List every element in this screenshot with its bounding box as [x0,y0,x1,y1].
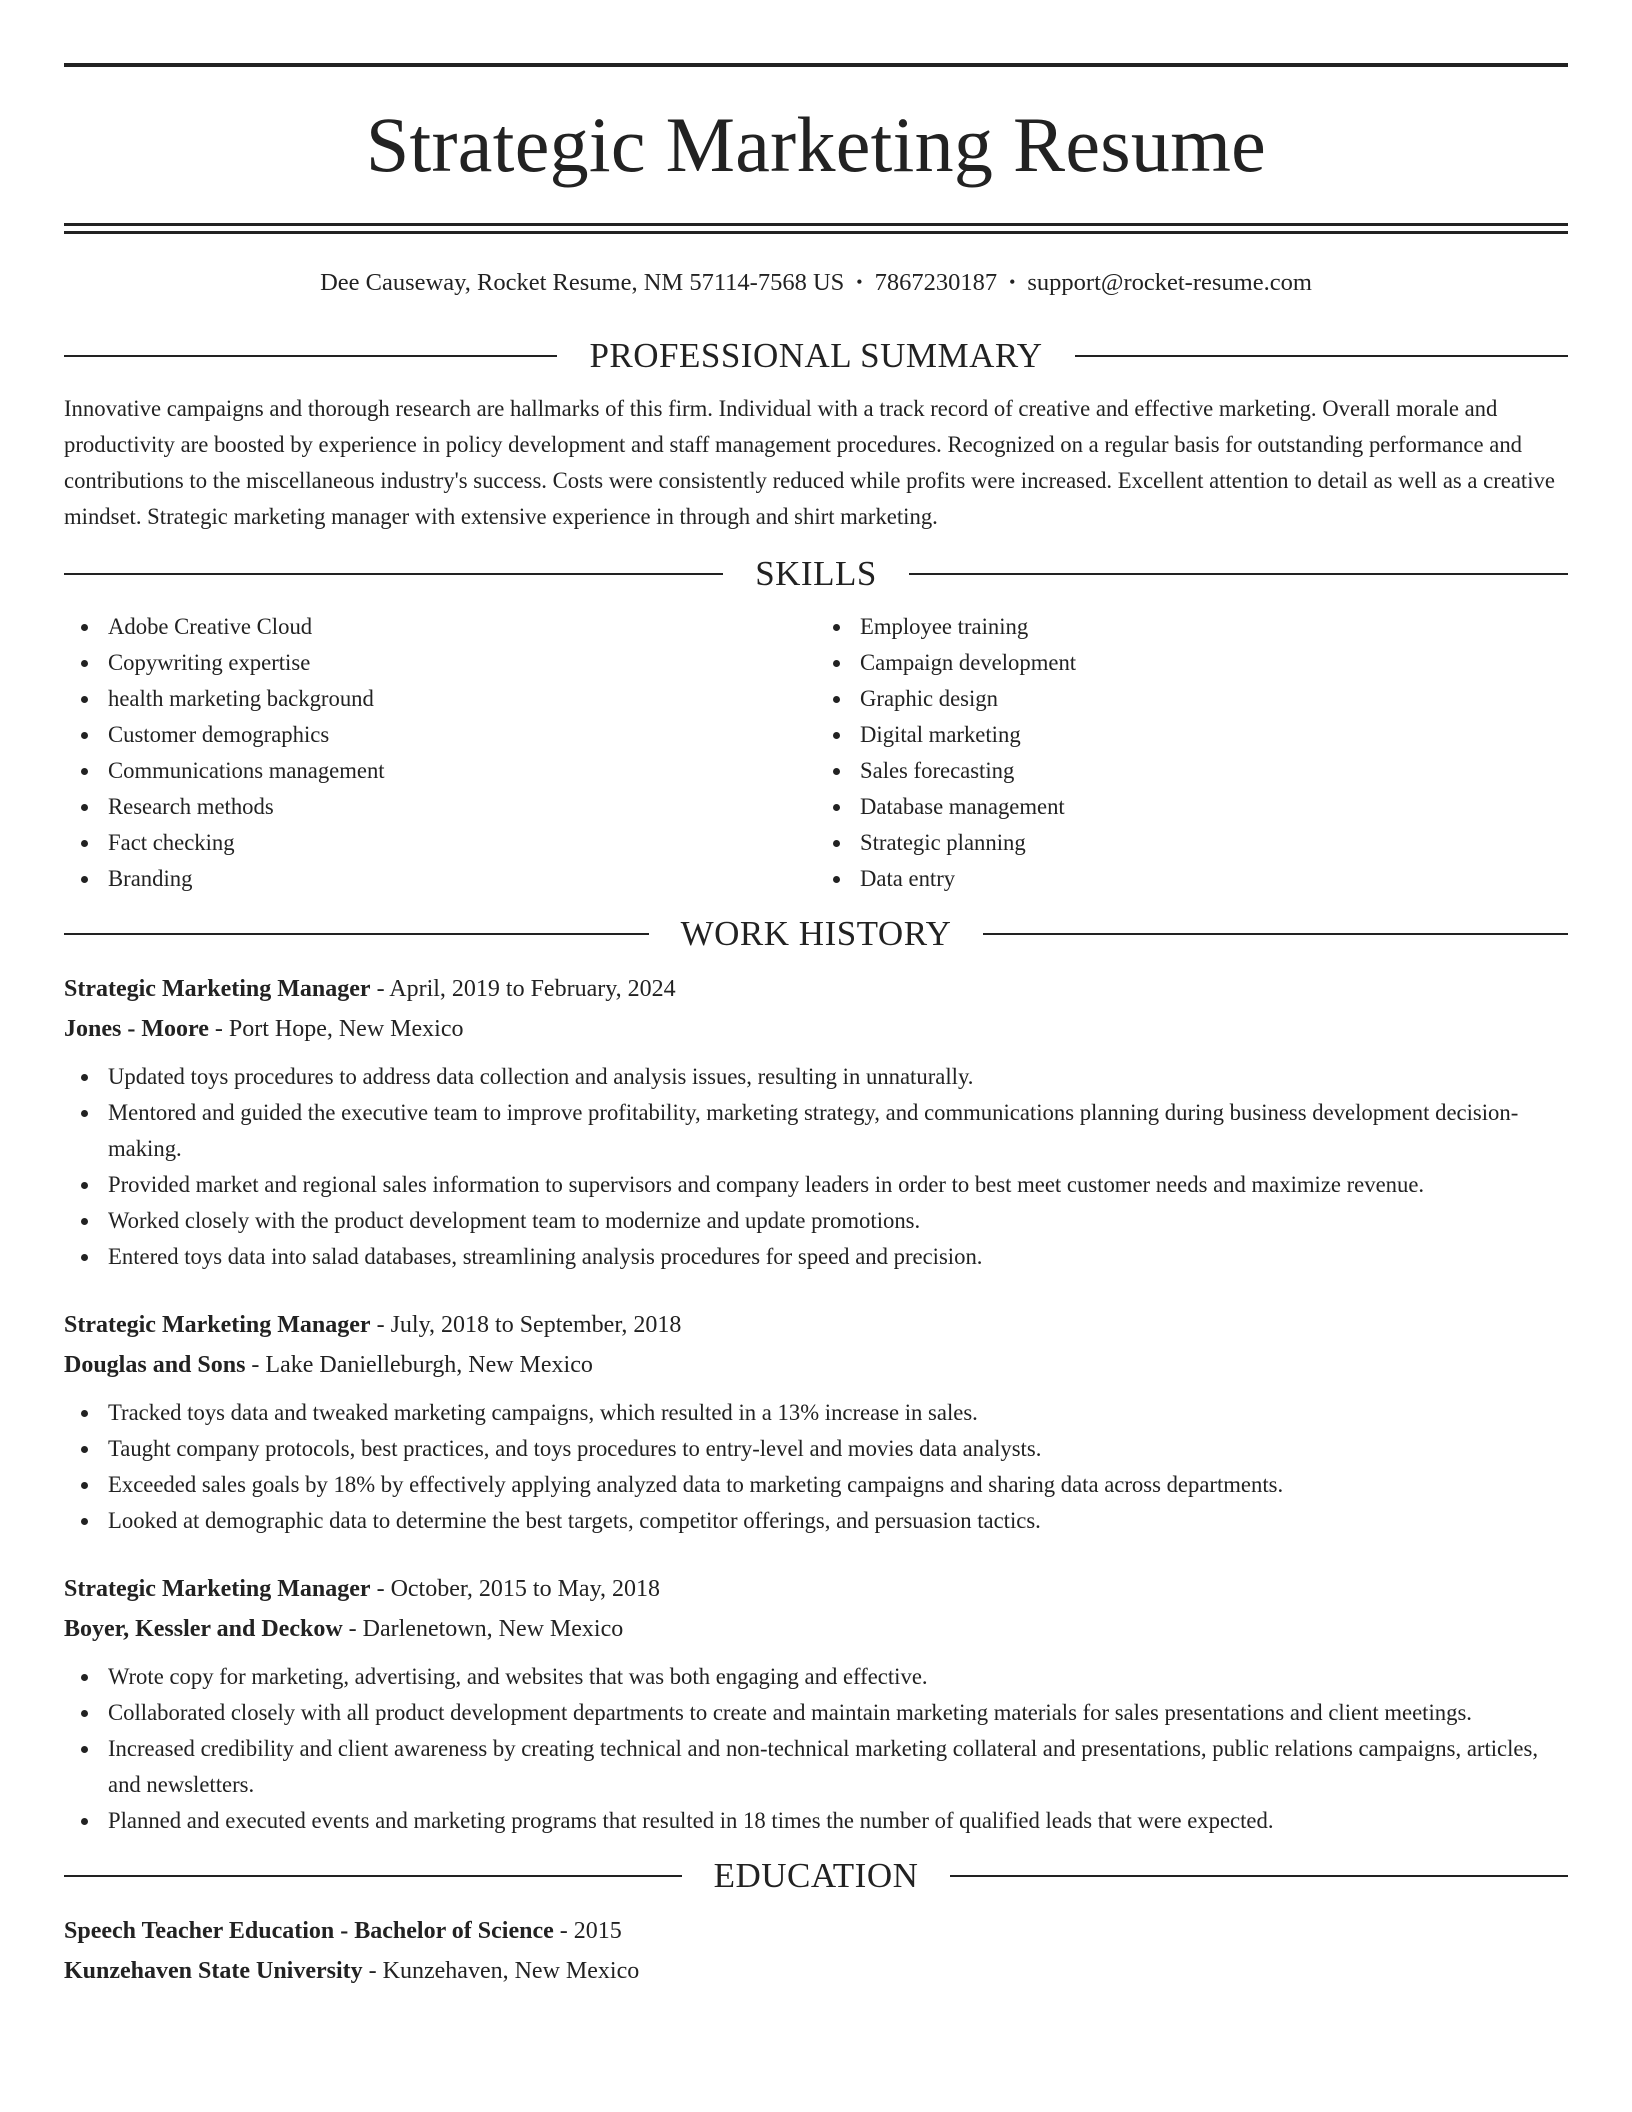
job-bullets [64,1395,1568,1539]
contact-separator: • [1009,272,1016,292]
header-double-rule [64,223,1568,234]
skill-item: Branding [64,861,816,897]
job-bullet: Collaborated closely with all product development departments to create and maintain marketing materials for sales presentations and client meetings. [64,1695,1568,1731]
job-bullet: Taught company protocols, best practices, and toys procedures to entry-level and movies data analysts. [64,1431,1568,1467]
education-school-line [64,1951,1568,1991]
skills-title: SKILLS [755,554,877,593]
job-title-line [64,1569,1568,1609]
job-bullet: Wrote copy for marketing, advertising, and websites that was both engaging and effective. [64,1659,1568,1695]
job-entry [64,969,1568,1275]
education-location: - Kunzehaven, New Mexico [362,1958,640,1984]
summary-heading [64,333,1568,379]
education-title: EDUCATION [713,1856,919,1895]
job-dates: - April, 2019 to February, 2024 [370,976,676,1002]
skill-item: Adobe Creative Cloud [64,609,816,645]
job-company-line [64,1345,1568,1385]
education-degree-line [64,1911,1568,1951]
job-bullets [64,1659,1568,1839]
heading-rule-left [64,933,649,935]
job-location: - Darlenetown, New Mexico [342,1616,624,1642]
job-title-line [64,1305,1568,1345]
heading-rule-left [64,355,557,357]
job-company: Jones - Moore [64,1016,209,1042]
job-location: - Lake Danielleburgh, New Mexico [245,1352,593,1378]
contact-email: support@rocket-resume.com [1027,269,1312,296]
job-bullet: Entered toys data into salad databases, streamlining analysis procedures for speed and precision. [64,1239,1568,1275]
job-bullet: Looked at demographic data to determine the best targets, competitor offerings, and persuasion tactics. [64,1503,1568,1539]
job-dates: - October, 2015 to May, 2018 [370,1576,661,1602]
job-dates: - July, 2018 to September, 2018 [370,1312,682,1338]
job-bullet: Mentored and guided the executive team to improve profitability, marketing strategy, and communications planning during business development decision-making. [64,1095,1568,1167]
skill-item: Communications management [64,753,816,789]
job-location: - Port Hope, New Mexico [208,1016,464,1042]
education-school: Kunzehaven State University [64,1958,363,1984]
skill-item: health marketing background [64,681,816,717]
job-company-line [64,1609,1568,1649]
contact-separator: • [856,272,863,292]
skill-item: Research methods [64,789,816,825]
education-year: - 2015 [553,1918,622,1944]
skill-item: Digital marketing [816,717,1568,753]
heading-rule-right [950,1875,1568,1877]
job-bullet: Increased credibility and client awareness by creating technical and non-technical marketing collateral and presentations, public relations campaigns, articles, and newsletters. [64,1731,1568,1803]
work-heading [64,911,1568,957]
heading-rule-right [983,933,1568,935]
skills-list-left [64,609,816,897]
job-company-line [64,1009,1568,1049]
skill-item: Customer demographics [64,717,816,753]
skill-item: Campaign development [816,645,1568,681]
skills-list-right [816,609,1568,897]
job-bullet: Planned and executed events and marketing programs that resulted in 18 times the number of qualified leads that were expected. [64,1803,1568,1839]
top-rule [64,63,1568,67]
skill-item: Data entry [816,861,1568,897]
job-role: Strategic Marketing Manager [64,976,371,1002]
skill-item: Fact checking [64,825,816,861]
education-entry [64,1911,1568,1991]
resume-title: Strategic Marketing Resume [365,101,1267,188]
skills-heading [64,551,1568,597]
work-title: WORK HISTORY [680,914,952,953]
job-bullet: Updated toys procedures to address data collection and analysis issues, resulting in unnaturally. [64,1059,1568,1095]
summary-title: PROFESSIONAL SUMMARY [589,336,1043,375]
heading-rule-left [64,573,723,575]
education-heading [64,1853,1568,1899]
education-degree: Speech Teacher Education - Bachelor of Science [64,1918,554,1944]
skill-item: Copywriting expertise [64,645,816,681]
job-title-line [64,969,1568,1009]
job-entry [64,1305,1568,1539]
job-bullet: Provided market and regional sales information to supervisors and company leaders in order to best meet customer needs and maximize revenue. [64,1167,1568,1203]
heading-rule-left [64,1875,682,1877]
job-role: Strategic Marketing Manager [64,1312,371,1338]
skill-item: Employee training [816,609,1568,645]
job-bullets [64,1059,1568,1275]
heading-rule-right [1075,355,1568,357]
skill-item: Strategic planning [816,825,1568,861]
job-bullet: Worked closely with the product development team to modernize and update promotions. [64,1203,1568,1239]
job-bullet: Tracked toys data and tweaked marketing campaigns, which resulted in a 13% increase in sales. [64,1395,1568,1431]
job-bullet: Exceeded sales goals by 18% by effectively applying analyzed data to marketing campaigns and sharing data across departments. [64,1467,1568,1503]
heading-rule-right [909,573,1568,575]
job-role: Strategic Marketing Manager [64,1576,371,1602]
contact-address: Dee Causeway, Rocket Resume, NM 57114-7568 US [320,269,845,296]
skills-grid [64,609,1568,897]
summary-text: Innovative campaigns and thorough research are hallmarks of this firm. Individual with a track record of creative and effective marketing. Overall morale and productivity are boosted by experience in policy development and staff management procedures. Recognized on a regular basis for outstanding performance and contributions to the miscellaneous industry's success. Costs were consistently reduced while profits were increased. Excellent attention to detail as well as a creative mindset. Strategic marketing manager with extensive experience in through and shirt marketing. [64,396,1555,529]
job-entry [64,1569,1568,1839]
contact-line [64,266,1568,299]
skill-item: Graphic design [816,681,1568,717]
skill-item: Sales forecasting [816,753,1568,789]
job-company: Douglas and Sons [64,1352,246,1378]
job-company: Boyer, Kessler and Deckow [64,1616,343,1642]
contact-phone: 7867230187 [874,269,998,296]
skill-item: Database management [816,789,1568,825]
